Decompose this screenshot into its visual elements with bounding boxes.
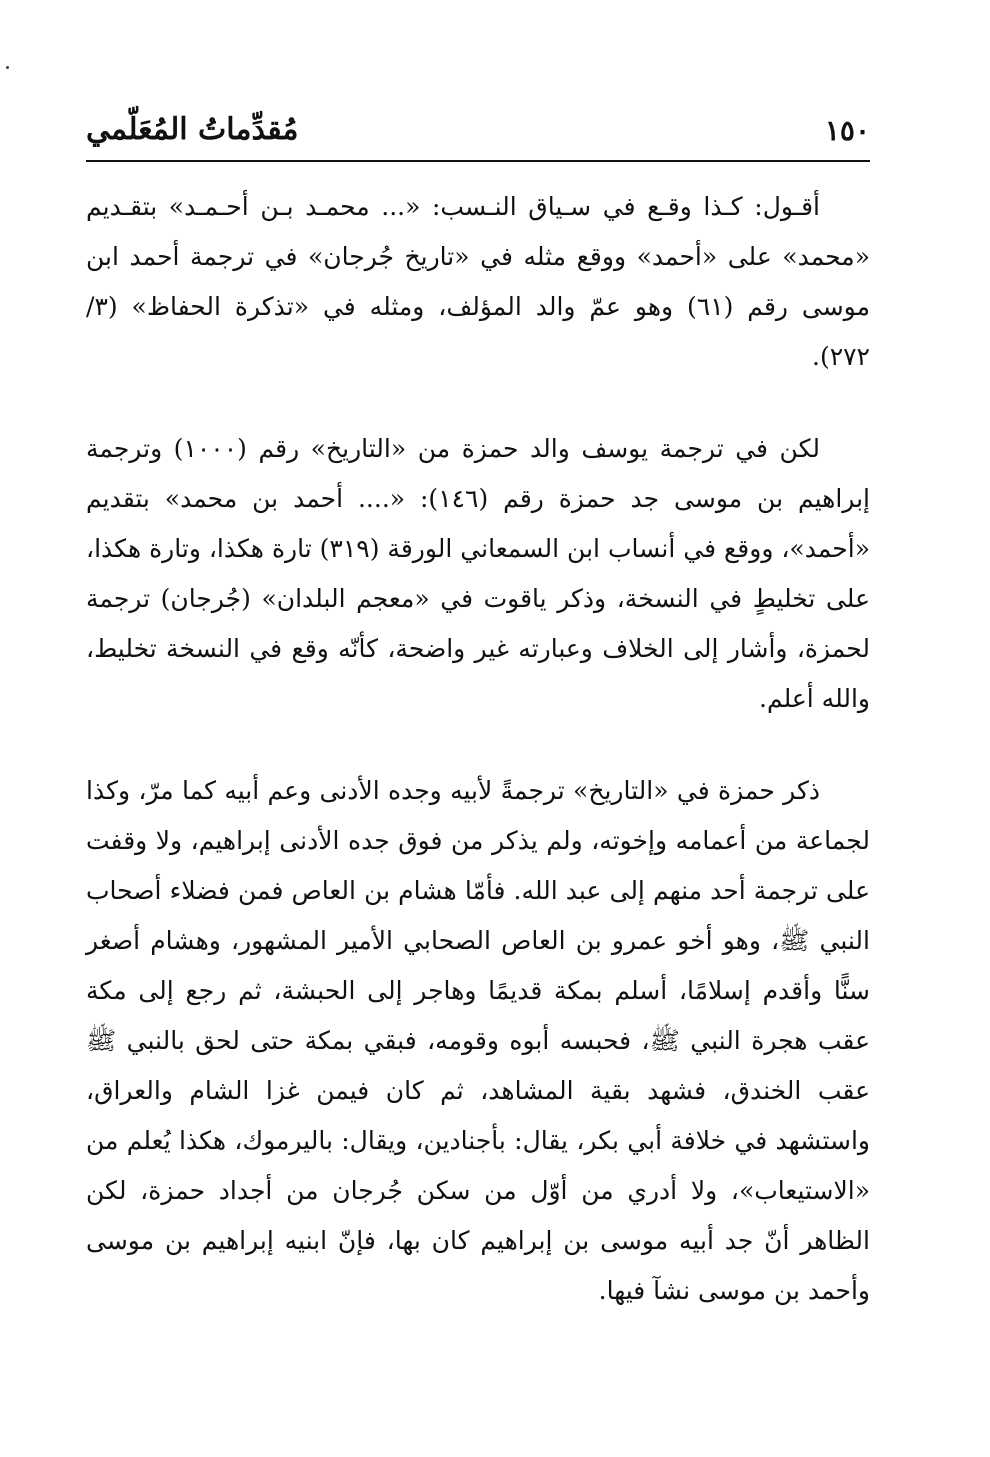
paragraph-gap bbox=[86, 382, 870, 424]
paragraph-1: أقـول: كـذا وقـع في سـياق النـسب: «... محمـد بـن أحـمـد» بتقـديم «محمد» على «أحمد» ووقع مثله في «تاريخ جُرجان» في ترجمة أحمد ابن موسى رقم (٦١) وهو عمّ والد المؤلف، ومثله في «تذكرة الحفاظ» (٣/ ٢٧٢). bbox=[86, 192, 870, 371]
paragraph-3: ذكر حمزة في «التاريخ» ترجمةً لأبيه وجده الأدنى وعم أبيه كما مرّ، وكذا لجماعة من أعمامه وإخوته، ولم يذكر من فوق جده الأدنى إبراهيم، ولا وقفت على ترجمة أحد منهم إلى عبد الله. فأمّا هشام بن العاص فمن فضلاء أصحاب النبي ﷺ، وهو أخو عمرو بن العاص الصحابي الأمير المشهور، وهشام أصغر سنًّا وأقدم إسلامًا، أسلم بمكة قديمًا وهاجر إلى الحبشة، ثم رجع إلى مكة عقب هجرة النبي ﷺ، فحبسه أبوه وقومه، فبقي بمكة حتى لحق بالنبي ﷺ عقب الخندق، فشهد بقية المشاهد، ثم كان فيمن غزا الشام والعراق، واستشهد في خلافة أبي بكر، يقال: بأجنادين، ويقال: باليرموك، هكذا يُعلم من «الاستيعاب»، ولا أدري من أوّل من سكن جُرجان من أجداد حمزة، لكن الظاهر أنّ جد أبيه موسى بن إبراهيم كان بها، فإنّ ابنيه إبراهيم بن موسى وأحمد بن موسى نشآ فيها. bbox=[86, 776, 870, 1305]
page-header bbox=[86, 110, 870, 158]
page-number: ١٥٠ bbox=[824, 114, 870, 147]
body-text bbox=[86, 182, 870, 1316]
paragraph-gap bbox=[86, 724, 870, 766]
scan-speck bbox=[6, 66, 9, 69]
paragraph-2: لكن في ترجمة يوسف والد حمزة من «التاريخ» رقم (١٠٠٠) وترجمة إبراهيم بن موسى جد حمزة رقم (١٤٦): «.... أحمد بن محمد» بتقديم «أحمد»، ووقع في أنساب ابن السمعاني الورقة (٣١٩) تارة هكذا، وتارة هكذا، على تخليطٍ في النسخة، وذكر ياقوت في «معجم البلدان» (جُرجان) ترجمة لحمزة، وأشار إلى الخلاف وعبارته غير واضحة، كأنّه وقع في النسخة تخليط، والله أعلم. bbox=[86, 434, 871, 713]
header-rule bbox=[86, 160, 870, 162]
running-title: مُقدِّماتُ المُعَلّمي bbox=[86, 112, 299, 147]
